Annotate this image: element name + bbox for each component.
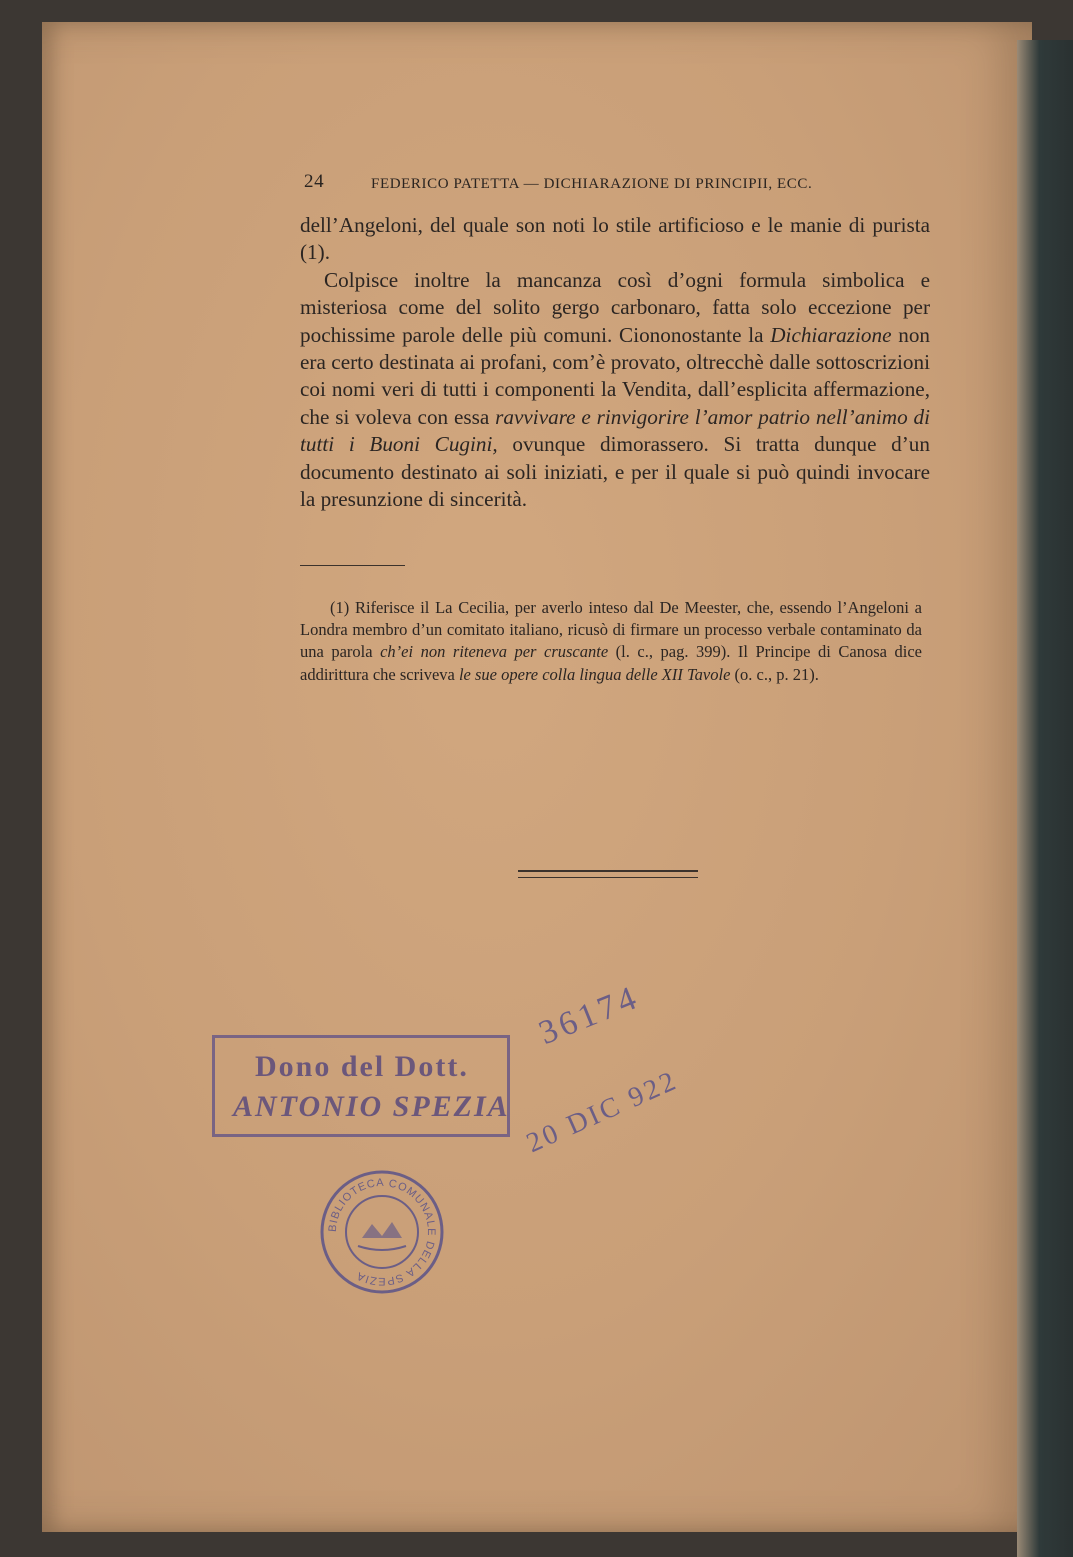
footnote-text-a: (1) Riferisce il La Cecilia, per averlo inteso dal De Meester, che, essendo l’Angeloni a Londra membro d’un comitato italiano, ricusò di firmare un processo verbale contaminato da una parola: [300, 598, 922, 662]
paragraph-1: dell’Angeloni, del quale son noti lo stile artificioso e le manie di purista (1).: [300, 213, 930, 265]
paragraph-2: [300, 267, 930, 514]
donation-stamp: [212, 1035, 510, 1137]
running-header: [304, 171, 874, 198]
page-number: 24: [304, 171, 325, 192]
paragraph-2-text-c: ovunque dimorassero. Si tratta dunque d’un documento destinato ai soli iniziati, e per il quale si può quindi invocare la presunzione di sincerità.: [300, 432, 930, 512]
donation-stamp-line-2: ANTONIO SPEZIA: [233, 1090, 510, 1123]
paragraph-2-text-a: Colpisce inoltre la mancanza così d’ogni formula simbolica e misteriosa come del solito gergo carbonaro, fatta solo eccezione per pochissime parole delle più comuni. Ciononostante la: [300, 267, 930, 347]
main-text: [300, 212, 930, 513]
footnote: [300, 597, 922, 686]
running-title: FEDERICO PATETTA — DICHIARAZIONE DI PRINCIPII, ECC.: [371, 176, 813, 192]
footnote-separator: [300, 565, 405, 566]
paragraph-2-italic-quote: ravvivare e rinvigorire l’amor patrio nell’animo di tutti i Buoni Cugini,: [300, 404, 931, 457]
footnote-text-b: (l. c., pag. 399). Il Principe di Canosa dice addirittura che scriveva: [300, 642, 922, 684]
donation-stamp-line-1: Dono del Dott.: [255, 1050, 469, 1083]
accession-number-stamp: 36174: [533, 978, 645, 1053]
end-of-section-rule: [518, 870, 698, 878]
library-seal-icon: [318, 1168, 446, 1296]
footnote-paragraph: [300, 597, 922, 686]
scan-background-edge: [1017, 40, 1073, 1557]
footnote-italic-2: le sue opere colla lingua delle XII Tavole: [458, 664, 731, 684]
paragraph-2-text-b: non era certo destinata ai profani, com’è provato, oltrecchè dalle sottoscrizioni coi nomi veri di tutti i componenti la Vendita, dall’esplicita affermazione, che si voleva con essa: [300, 322, 931, 429]
date-stamp: 20 DIC 922: [521, 1064, 683, 1160]
footnote-text-c: (o. c., p. 21).: [730, 664, 819, 684]
footnote-italic-1: ch’ei non riteneva per cruscante: [380, 642, 609, 662]
svg-text:BIBLIOTECA COMUNALE DELLA SPEZ: BIBLIOTECA COMUNALE DELLA SPEZIA: [326, 1176, 438, 1288]
paragraph-2-italic-title: Dichiarazione: [770, 322, 892, 347]
